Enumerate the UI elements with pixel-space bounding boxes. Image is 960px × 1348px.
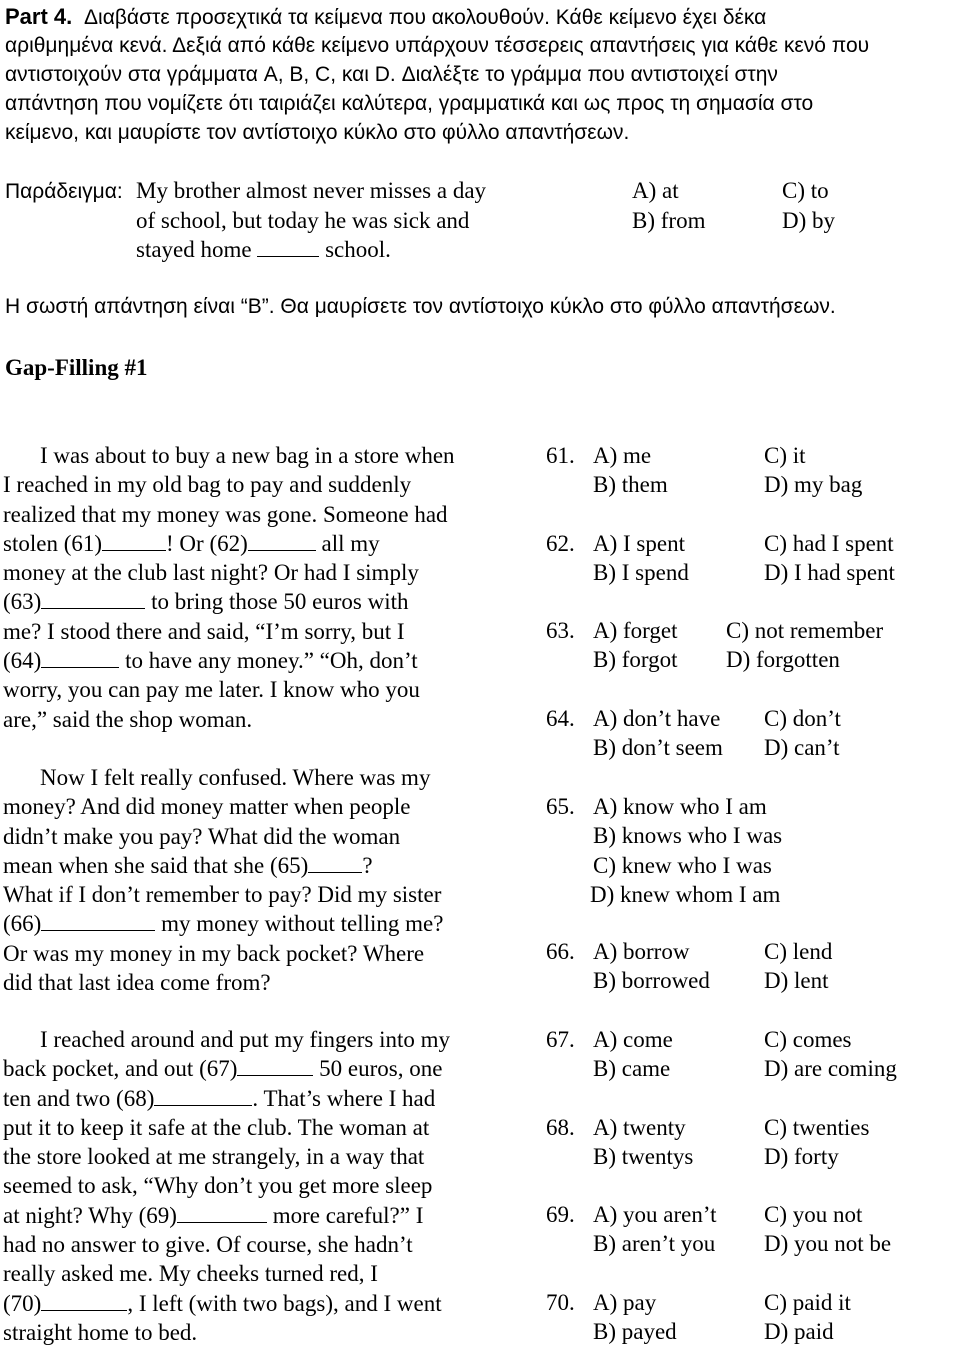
option-b: B) knows who I was: [593, 823, 783, 849]
passage-line: are,” said the shop woman.: [3, 706, 253, 732]
passage-line: [3, 1054, 503, 1083]
option-a: A) I spent: [593, 531, 685, 556]
passage-line: [3, 529, 503, 558]
passage-line: What if I don’t remember to pay? Did my sister: [3, 882, 442, 908]
passage-line: worry, you can pay me later. I know who you: [3, 677, 420, 703]
passage-text: mean when she said that she (65): [3, 852, 309, 878]
passage-text: back pocket, and out (67): [3, 1056, 238, 1082]
question-number: 67.: [546, 1027, 575, 1052]
example-line-2: of school, but today he was sick and: [136, 208, 470, 233]
blank-66: [41, 910, 155, 931]
blank-65: [308, 852, 362, 873]
blank-62: [248, 530, 316, 551]
option-a: A) twenty: [593, 1115, 686, 1140]
option-b: B) came: [593, 1056, 671, 1082]
option-d: D) knew whom I am: [590, 881, 781, 907]
instructions-line-2: αριθμημένα κενά. Δεξιά από κάθε κείμενο υπάρχουν τέσσερεις απαντήσεις για κάθε κενό που: [5, 34, 870, 57]
passage-text: ?: [362, 852, 373, 878]
option-c: C) knew who I was: [593, 852, 772, 878]
passage-text: . That’s where I had: [252, 1085, 436, 1111]
option-c: C) you not: [764, 1202, 863, 1227]
passage-line: I reached in my old bag to pay and suddenly: [3, 472, 412, 498]
instruction-text: Διαβάστε προσεχτικά τα κείμενα που ακολουθούν. Κάθε κείμενο έχει δέκα: [84, 6, 767, 29]
passage-text: to bring those 50 euros with: [151, 589, 409, 615]
option-d: D) forgotten: [726, 647, 840, 673]
question-number: 65.: [546, 794, 575, 819]
passage-text: (63): [3, 589, 42, 615]
passage-text: ! Or (62): [166, 530, 248, 556]
option-c: C) twenties: [764, 1115, 870, 1140]
section-title: Gap-Filling #1: [5, 355, 148, 380]
option-b: B) forgot: [593, 647, 678, 673]
option-d: D) I had spent: [764, 560, 895, 586]
passage-text: all my: [321, 530, 380, 556]
blank-68: [154, 1085, 252, 1106]
option-a: A) borrow: [593, 939, 690, 964]
option-a: A) don’t have: [593, 706, 721, 731]
question-number: 63.: [546, 618, 575, 643]
example-line-3: [136, 235, 391, 264]
question-62: [546, 529, 956, 588]
instructions-line-1: [5, 2, 766, 32]
option-b: B) borrowed: [593, 968, 710, 994]
question-number: 66.: [546, 939, 575, 964]
option-b: B) twentys: [593, 1144, 694, 1170]
question-68: [546, 1113, 956, 1172]
blank-70: [41, 1290, 127, 1311]
question-number: 68.: [546, 1115, 575, 1140]
passage-line: I was about to buy a new bag in a store when: [40, 443, 455, 468]
passage-line: had no answer to give. Of course, she hadn’t: [3, 1232, 413, 1258]
passage-line: [3, 1201, 503, 1230]
passage-line: [3, 851, 503, 880]
passage-paragraph-1: [3, 441, 503, 734]
question-number: 64.: [546, 706, 575, 731]
option-d: D) can’t: [764, 735, 840, 761]
question-66: [546, 937, 956, 996]
option-c: C) paid it: [764, 1290, 851, 1315]
option-d: D) are coming: [764, 1056, 897, 1082]
passage-line: [3, 909, 503, 938]
option-a: A) know who I am: [593, 794, 767, 819]
passage-line: [3, 646, 503, 675]
passage-line: Now I felt really confused. Where was my: [40, 765, 431, 790]
example-line-1: My brother almost never misses a day: [136, 178, 487, 203]
question-70: [546, 1288, 956, 1347]
passage-text: to have any money.” “Oh, don’t: [125, 648, 418, 674]
passage-line: put it to keep it safe at the club. The woman at: [3, 1114, 430, 1140]
blank-64: [41, 647, 119, 668]
passage-text: (70): [3, 1290, 42, 1316]
example-text: school.: [325, 237, 391, 262]
example-label: Παράδειγμα:: [5, 180, 123, 203]
passage-text: more careful?” I: [272, 1202, 424, 1228]
question-67: [546, 1025, 956, 1084]
passage-text: (64): [3, 648, 42, 674]
blank-61: [102, 530, 166, 551]
passage-text: ten and two (68): [3, 1085, 155, 1111]
instructions-line-5: κείμενο, και μαυρίστε τον αντίστοιχο κύκλο στο φύλλο απαντήσεων.: [5, 121, 630, 144]
passage-paragraph-3: [3, 1025, 503, 1347]
passage-line: money at the club last night? Or had I simply: [3, 560, 419, 586]
passage-line: really asked me. My cheeks turned red, I: [3, 1261, 378, 1287]
passage-line: [3, 1289, 503, 1318]
question-65: [546, 792, 956, 909]
option-d: D) paid: [764, 1319, 834, 1345]
passage-line: realized that my money was gone. Someone had: [3, 501, 448, 527]
passage-line: seemed to ask, “Why don’t you get more sleep: [3, 1173, 433, 1199]
example-option-c: C) to: [782, 178, 829, 203]
option-a: A) you aren’t: [593, 1202, 717, 1227]
passage-line: straight home to bed.: [3, 1319, 198, 1345]
option-a: A) pay: [593, 1290, 657, 1315]
option-b: B) them: [593, 472, 668, 498]
option-c: C) comes: [764, 1027, 852, 1052]
example-option-a: A) at: [632, 178, 679, 203]
instructions-line-3: αντιστοιχούν στα γράμματα A, B, C, και D. Διαλέξτε το γράμμα που αντιστοιχεί στην: [5, 63, 778, 86]
part-label: Part 4.: [5, 4, 73, 29]
example-block: [5, 176, 123, 206]
example-text: stayed home: [136, 237, 252, 262]
option-a: A) forget: [593, 618, 678, 643]
passage-line: [3, 587, 503, 616]
option-d: D) forty: [764, 1144, 839, 1170]
passage-line: Or was my money in my back pocket? Where: [3, 940, 425, 966]
option-c: C) lend: [764, 939, 833, 964]
option-b: B) payed: [593, 1319, 677, 1345]
passage-line: money? And did money matter when people: [3, 794, 411, 820]
question-number: 70.: [546, 1290, 575, 1315]
option-c: C) had I spent: [764, 531, 894, 556]
option-b: B) don’t seem: [593, 735, 723, 761]
passage-text: my money without telling me?: [161, 911, 444, 937]
passage-line: me? I stood there and said, “I’m sorry, but I: [3, 618, 405, 644]
blank-63: [41, 588, 145, 609]
option-d: D) you not be: [764, 1231, 892, 1257]
blank-69: [177, 1202, 267, 1223]
passage-line: the store looked at me strangely, in a way that: [3, 1144, 425, 1170]
question-63: [546, 616, 956, 675]
question-number: 69.: [546, 1202, 575, 1227]
example-option-b: B) from: [632, 208, 706, 233]
option-c: C) it: [764, 443, 806, 468]
question-64: [546, 704, 956, 763]
option-c: C) don’t: [764, 706, 841, 731]
answer-note: Η σωστή απάντηση είναι “B”. Θα μαυρίσετε τον αντίστοιχο κύκλο στο φύλλο απαντήσεων.: [5, 295, 836, 318]
example-blank: [257, 236, 319, 257]
passage-text: at night? Why (69): [3, 1202, 177, 1228]
passage-line: [3, 1084, 503, 1113]
example-option-d: D) by: [782, 208, 836, 233]
option-a: A) me: [593, 443, 652, 468]
option-d: D) my bag: [764, 472, 863, 498]
question-69: [546, 1200, 956, 1259]
passage-line: didn’t make you pay? What did the woman: [3, 823, 401, 849]
option-b: B) I spend: [593, 560, 689, 586]
passage-paragraph-2: [3, 763, 503, 997]
option-d: D) lent: [764, 968, 829, 994]
passage-text: , I left (with two bags), and I went: [127, 1290, 442, 1316]
passage-text: 50 euros, one: [319, 1056, 443, 1082]
option-c: C) not remember: [726, 618, 884, 643]
passage-line: I reached around and put my fingers into my: [40, 1027, 451, 1052]
passage-text: (66): [3, 911, 42, 937]
question-number: 62.: [546, 531, 575, 556]
option-b: B) aren’t you: [593, 1231, 716, 1257]
question-number: 61.: [546, 443, 575, 468]
passage-line: did that last idea come from?: [3, 970, 271, 996]
question-61: [546, 441, 956, 500]
blank-67: [237, 1055, 313, 1076]
passage-text: stolen (61): [3, 530, 103, 556]
option-a: A) come: [593, 1027, 673, 1052]
instructions-line-4: απάντηση που νομίζετε ότι ταιριάζει καλύτερα, γραμματικά και ως προς τη σημασία στο: [5, 92, 814, 115]
